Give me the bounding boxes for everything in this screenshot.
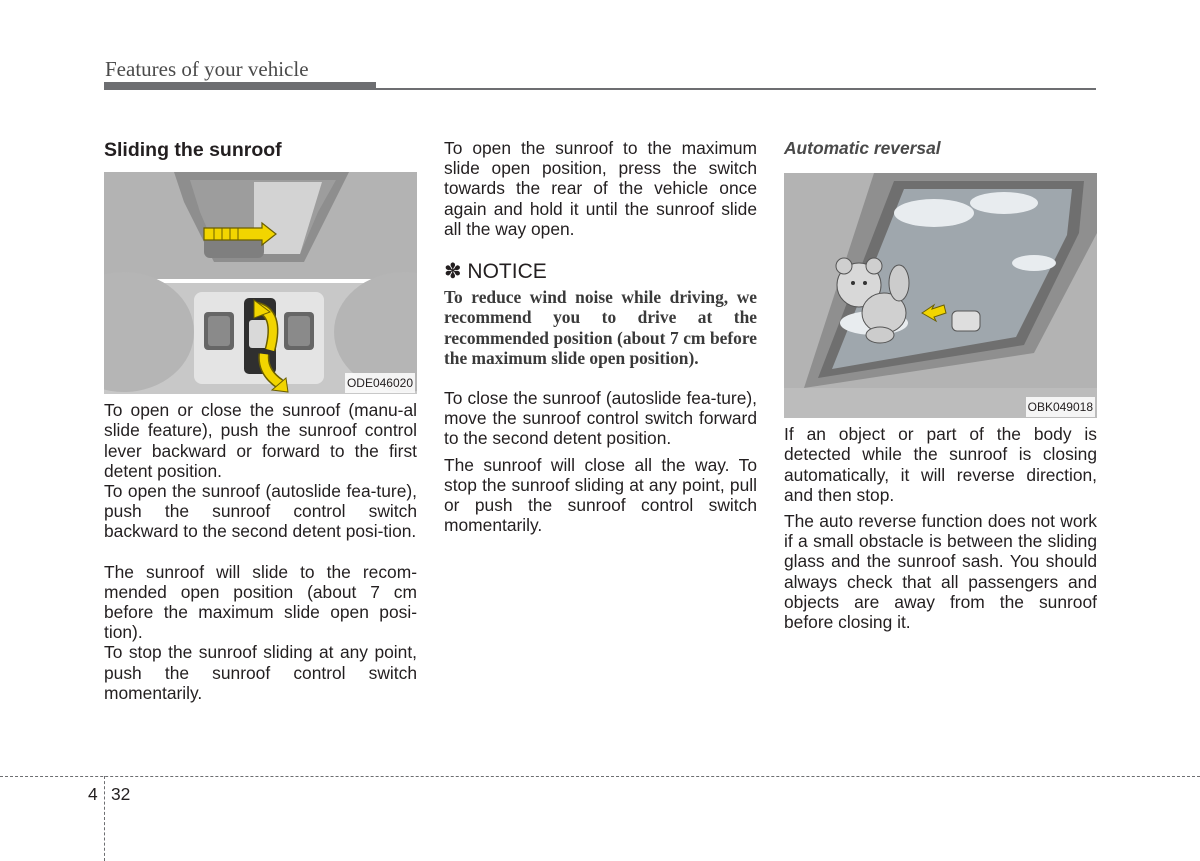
paragraph: To open or close the sunroof (manu-al slide feature), push the sunroof control lever backward or forward to the first detent position.: [104, 400, 417, 481]
paragraph: To stop the sunroof sliding at any point, push the sunroof control switch momentarily.: [104, 642, 417, 703]
notice-body: To reduce wind noise while driving, we recommend you to drive at the recommended position (about 7 cm before the maximum slide open position).: [444, 287, 757, 368]
section-title: Sliding the sunroof: [104, 139, 282, 161]
figure-label: ODE046020: [345, 373, 415, 393]
paragraph: If an object or part of the body is detected while the sunroof is closing automatically, it will reverse direction, and then stop.: [784, 424, 1097, 505]
paragraph: To open the sunroof (autoslide fea-ture), push the sunroof control switch backward to the second detent posi-tion.: [104, 481, 417, 542]
paragraph: The auto reverse function does not work if a small obstacle is between the sliding glass and the sunroof sash. You should always check that all passengers and objects are away from the sunroof before closing it.: [784, 511, 1097, 633]
footer-rule: [0, 776, 1200, 777]
footer-divider: [104, 776, 105, 861]
notice-title: ✽ NOTICE: [444, 260, 547, 284]
paragraph: The sunroof will close all the way. To stop the sunroof sliding at any point, pull or push the sunroof control switch momentarily.: [444, 454, 757, 536]
sunroof-switch-figure: [104, 172, 417, 394]
paragraph: To open the sunroof to the maximum slide open position, press the switch towards the rear of the vehicle once again and hold it until the sunroof slide all the way open.: [444, 138, 757, 239]
page-number: 32: [111, 784, 131, 804]
sunroof-switch-illustration: [104, 172, 417, 394]
chapter-number: 4: [88, 784, 98, 804]
subheading: Automatic reversal: [784, 138, 941, 158]
paragraph: To close the sunroof (autoslide fea-ture), move the sunroof control switch forward to the second detent position.: [444, 388, 757, 449]
column-left: [104, 138, 417, 703]
header-rule: [376, 88, 1096, 90]
header-title: Features of your vehicle: [105, 57, 309, 81]
column-middle: [444, 138, 757, 535]
auto-reverse-figure: [784, 173, 1097, 418]
paragraph: The sunroof will slide to the recom-mended open position (about 7 cm before the maximum slide open posi-tion).: [104, 561, 417, 643]
header-bar: [104, 82, 376, 90]
auto-reverse-illustration: [784, 173, 1097, 418]
column-right: [784, 138, 1097, 632]
figure-label: OBK049018: [1026, 397, 1095, 417]
